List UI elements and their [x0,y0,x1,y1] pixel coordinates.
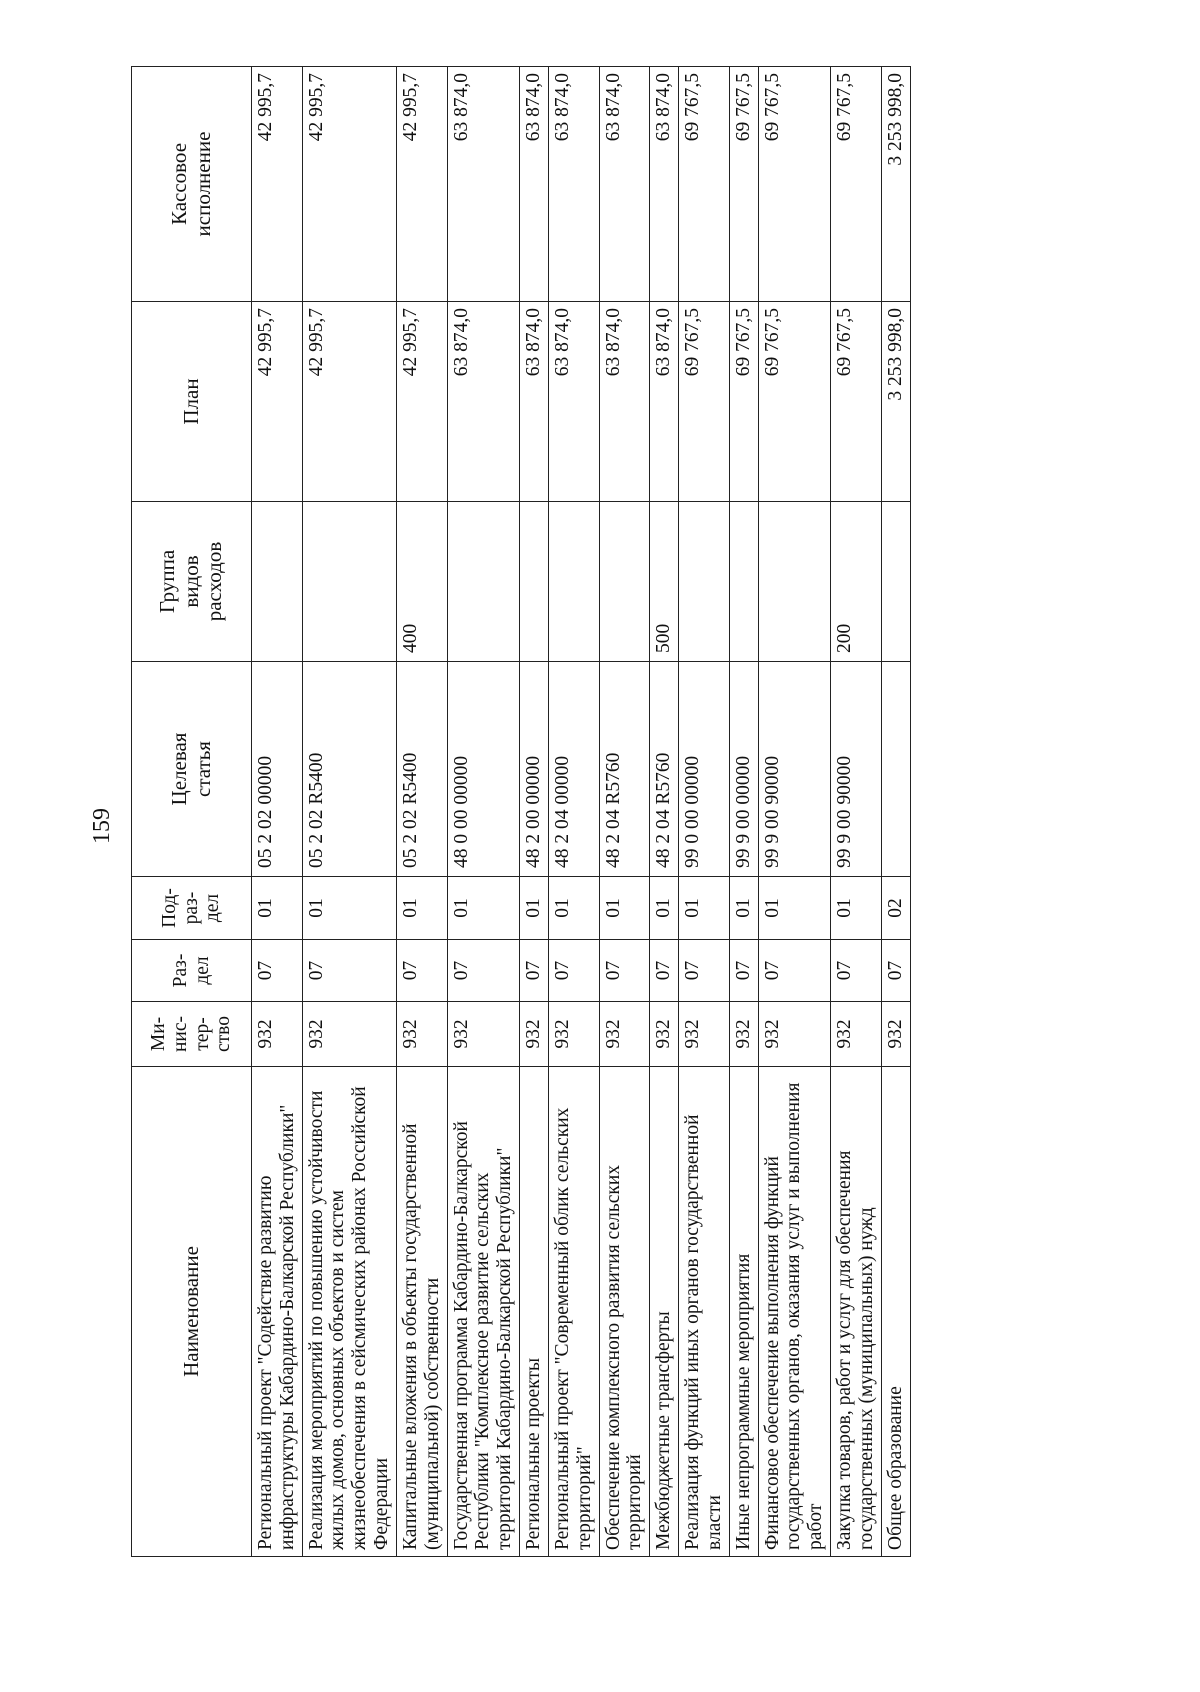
cell-plan: 63 874,0 [447,302,519,502]
header-group [132,502,252,662]
table-row [831,67,882,1557]
header-plan: План [132,302,252,502]
cell-name: Иные непрограммные мероприятия [729,1067,758,1557]
cell-plan: 63 874,0 [650,302,679,502]
cell-section: 07 [252,940,303,1002]
header-ministry [132,1002,252,1067]
header-group-text: Группа видов расходов [155,541,227,622]
cell-section: 07 [447,940,519,1002]
table-body [252,67,911,1557]
cell-group [520,502,549,662]
cell-subsection: 01 [252,877,303,940]
cell-subsection: 02 [881,877,910,940]
cell-cash: 63 874,0 [520,67,549,302]
table-row [447,67,519,1557]
table-row [729,67,758,1557]
cell-subsection: 01 [650,877,679,940]
cell-ministry: 932 [679,1002,730,1067]
cell-plan: 42 995,7 [252,302,303,502]
cell-group: 400 [396,502,447,662]
header-section [132,940,252,1002]
cell-name: Капитальные вложения в объекты государственной (муниципальной) собственности [396,1067,447,1557]
cell-target: 99 0 00 00000 [679,662,730,877]
header-name: Наименование [132,1067,252,1557]
cell-name: Региональный проект "Современный облик сельских территорий" [548,1067,599,1557]
cell-plan: 42 995,7 [396,302,447,502]
rotated-table-wrapper [131,67,1057,1557]
cell-target: 48 2 04 R5760 [599,662,650,877]
table-row [599,67,650,1557]
cell-name: Межбюджетные трансферты [650,1067,679,1557]
header-cash-text: Кассовое исполнение [166,131,215,237]
cell-ministry: 932 [447,1002,519,1067]
cell-group [302,502,396,662]
cell-cash: 42 995,7 [396,67,447,302]
cell-ministry: 932 [302,1002,396,1067]
cell-target [881,662,910,877]
cell-cash: 69 767,5 [831,67,882,302]
table-row [520,67,549,1557]
cell-name: Региональный проект "Содействие развитию инфраструктуры Кабардино-Балкарской Республики" [252,1067,303,1557]
cell-group [599,502,650,662]
cell-cash: 63 874,0 [447,67,519,302]
cell-ministry: 932 [599,1002,650,1067]
table-row [302,67,396,1557]
cell-plan: 63 874,0 [599,302,650,502]
cell-ministry: 932 [758,1002,830,1067]
cell-plan: 69 767,5 [679,302,730,502]
cell-ministry: 932 [252,1002,303,1067]
cell-subsection: 01 [679,877,730,940]
cell-subsection: 01 [302,877,396,940]
cell-target: 99 9 00 90000 [758,662,830,877]
cell-section: 07 [520,940,549,1002]
cell-ministry: 932 [881,1002,910,1067]
cell-name: Государственная программа Кабардино-Балкарской Республики "Комплексное развитие сельских территорий Кабардино-Балкарской Республики" [447,1067,519,1557]
budget-table [131,66,911,1557]
cell-name: Закупка товаров, работ и услуг для обеспечения государственных (муниципальных) нужд [831,1067,882,1557]
cell-group: 500 [650,502,679,662]
table-row [881,67,910,1557]
cell-group [548,502,599,662]
table-header [132,67,252,1557]
cell-plan: 69 767,5 [831,302,882,502]
header-target [132,662,252,877]
cell-section: 07 [599,940,650,1002]
cell-plan: 3 253 998,0 [881,302,910,502]
cell-section: 07 [831,940,882,1002]
cell-target: 99 9 00 00000 [729,662,758,877]
cell-plan: 42 995,7 [302,302,396,502]
cell-cash: 69 767,5 [679,67,730,302]
cell-group [758,502,830,662]
cell-plan: 69 767,5 [729,302,758,502]
cell-subsection: 01 [447,877,519,940]
cell-target: 48 2 04 R5760 [650,662,679,877]
cell-target: 48 0 00 00000 [447,662,519,877]
cell-group: 200 [831,502,882,662]
table-row [758,67,830,1557]
table-row [396,67,447,1557]
cell-subsection: 01 [520,877,549,940]
cell-group [252,502,303,662]
cell-group [729,502,758,662]
header-subsection-text: Под- раз- дел [158,888,224,928]
cell-target: 05 2 02 R5400 [302,662,396,877]
table-container [131,67,1200,1550]
cell-target: 05 2 02 00000 [252,662,303,877]
cell-section: 07 [650,940,679,1002]
cell-plan: 63 874,0 [548,302,599,502]
table-row [679,67,730,1557]
cell-section: 07 [729,940,758,1002]
cell-section: 07 [548,940,599,1002]
cell-section: 07 [881,940,910,1002]
header-subsection [132,877,252,940]
header-cash [132,67,252,302]
cell-cash: 63 874,0 [599,67,650,302]
header-target-text: Целевая статья [166,732,215,806]
cell-ministry: 932 [396,1002,447,1067]
table-row [650,67,679,1557]
header-section-text: Раз- дел [169,953,213,988]
cell-subsection: 01 [758,877,830,940]
cell-ministry: 932 [729,1002,758,1067]
cell-name: Общее образование [881,1067,910,1557]
cell-group [679,502,730,662]
cell-subsection: 01 [831,877,882,940]
cell-subsection: 01 [548,877,599,940]
cell-cash: 42 995,7 [302,67,396,302]
header-row [132,67,252,1557]
cell-cash: 63 874,0 [650,67,679,302]
cell-ministry: 932 [650,1002,679,1067]
cell-cash: 3 253 998,0 [881,67,910,302]
cell-subsection: 01 [599,877,650,940]
header-ministry-text: Ми- нис- тер- ство [147,1015,235,1053]
cell-subsection: 01 [729,877,758,940]
cell-cash: 69 767,5 [729,67,758,302]
cell-name: Региональные проекты [520,1067,549,1557]
cell-ministry: 932 [520,1002,549,1067]
table-row [548,67,599,1557]
cell-cash: 42 995,7 [252,67,303,302]
cell-target: 48 2 00 00000 [520,662,549,877]
page-number: 159 [89,808,115,844]
cell-target: 05 2 02 R5400 [396,662,447,877]
cell-group [881,502,910,662]
cell-group [447,502,519,662]
cell-cash: 63 874,0 [548,67,599,302]
cell-name: Обеспечение комплексного развития сельских территорий [599,1067,650,1557]
cell-target: 99 9 00 90000 [831,662,882,877]
cell-section: 07 [302,940,396,1002]
cell-section: 07 [679,940,730,1002]
table-row [252,67,303,1557]
cell-plan: 69 767,5 [758,302,830,502]
cell-name: Финансовое обеспечение выполнения функций государственных органов, оказания услуг и выполнения работ [758,1067,830,1557]
cell-name: Реализация функций иных органов государственной власти [679,1067,730,1557]
cell-section: 07 [758,940,830,1002]
cell-section: 07 [396,940,447,1002]
cell-cash: 69 767,5 [758,67,830,302]
cell-plan: 63 874,0 [520,302,549,502]
cell-ministry: 932 [548,1002,599,1067]
cell-name: Реализация мероприятий по повышению устойчивости жилых домов, основных объектов и систем жизнеобеспечения в сейсмических районах Российской Федерации [302,1067,396,1557]
cell-subsection: 01 [396,877,447,940]
cell-ministry: 932 [831,1002,882,1067]
cell-target: 48 2 04 00000 [548,662,599,877]
